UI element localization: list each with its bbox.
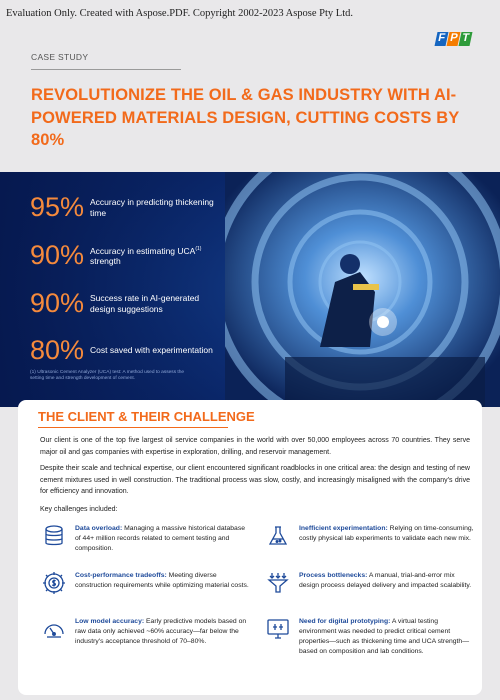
challenge-digital-prototyping xyxy=(266,617,476,657)
challenge-cost-performance xyxy=(42,571,252,595)
stat-thickening-time xyxy=(30,192,225,223)
challenge-text: Need for digital prototyping: A virtual testing environment was needed to predict critical cement properties—such as thickening time and UCA strength—based on composition and lab conditions. xyxy=(299,618,470,655)
client-intro-paragraph: Our client is one of the top five largest oil service companies in the world with over 50,000 employees across 70 countries. They serve major oil and gas companies with expertise in exploration, drilling, and reservoir management. xyxy=(40,437,470,456)
challenge-text: Data overload: Managing a massive historical database of 44+ million records related to cement testing and composition. xyxy=(75,525,246,552)
watermark-text: Evaluation Only. Created with Aspose.PDF. Copyright 2002-2023 Aspose Pty Ltd. xyxy=(6,8,354,19)
uca-footnote: (1) Ultrasonic Cement Analyzer (UCA) test: A method used to assess the setting time and strength development of cement. xyxy=(30,370,185,381)
database-icon xyxy=(42,524,66,548)
challenge-low-model-accuracy xyxy=(42,617,252,647)
logo-letter-f: F xyxy=(435,32,449,46)
stat-value: 90% xyxy=(30,240,85,270)
stat-design-suggestions xyxy=(30,288,225,319)
key-challenges-intro: Key challenges included: xyxy=(40,506,118,513)
gauge-icon xyxy=(42,617,66,641)
logo-letter-t: T xyxy=(459,32,473,46)
challenge-paragraph: Despite their scale and technical expertise, our client encountered significant roadblocks in one critical area: the design and testing of new cement mixtures used in well construction. The traditional process was slow, costly, and increasingly misaligned with the company's drive for efficiency and innovation. xyxy=(40,465,470,495)
stat-value: 95% xyxy=(30,192,85,222)
section-divider xyxy=(38,427,228,428)
client-challenge-section xyxy=(18,400,482,695)
case-study-label: CASE STUDY xyxy=(31,52,89,62)
challenge-text: Process bottlenecks: A manual, trial-and-error mix design process delayed delivery and impacted scalability. xyxy=(299,572,472,589)
stat-label: Success rate in AI-generated design suggestions xyxy=(90,292,200,314)
key-stats-panel xyxy=(0,172,225,407)
stat-label: Accuracy in estimating UCA$^{(1)}$ strength xyxy=(90,245,202,267)
lab-flask-icon xyxy=(266,524,290,548)
fpt-logo xyxy=(436,32,471,46)
stat-value: 80% xyxy=(30,335,85,365)
case-study-divider xyxy=(31,69,181,70)
stat-cost-saved xyxy=(30,335,225,366)
stat-label: Cost saved with experimentation xyxy=(90,345,213,355)
stat-uca-strength xyxy=(30,240,225,271)
cost-gear-icon xyxy=(42,571,66,595)
hero-banner xyxy=(0,172,500,407)
challenge-text: Cost-performance tradeoffs: Meeting diverse construction requirements while optimizing material costs. xyxy=(75,572,249,589)
logo-letter-p: P xyxy=(446,32,460,46)
challenge-text: Low model accuracy: Early predictive models based on raw data only achieved ~60% accuracy—far below the industry's acceptance threshold of 70–80%. xyxy=(75,618,247,645)
bottleneck-icon xyxy=(266,571,290,595)
footnote-marker: (1) xyxy=(195,245,202,252)
section-title: THE CLIENT & THEIR CHALLENGE xyxy=(38,409,255,424)
pipeline-welder-illustration xyxy=(225,172,500,407)
stat-value: 90% xyxy=(30,288,85,318)
challenge-text: Inefficient experimentation: Relying on time-consuming, costly physical lab experiments to validate each new mix. xyxy=(299,525,474,542)
challenge-inefficient-experimentation xyxy=(266,524,476,548)
challenge-data-overload xyxy=(42,524,252,554)
page-headline: REVOLUTIONIZE THE OIL & GAS INDUSTRY WITH AI-POWERED MATERIALS DESIGN, CUTTING COSTS BY 80% xyxy=(31,86,460,149)
stat-label: Accuracy in predicting thickening time xyxy=(90,196,214,218)
monitor-icon xyxy=(266,617,290,641)
challenge-process-bottlenecks xyxy=(266,571,476,595)
